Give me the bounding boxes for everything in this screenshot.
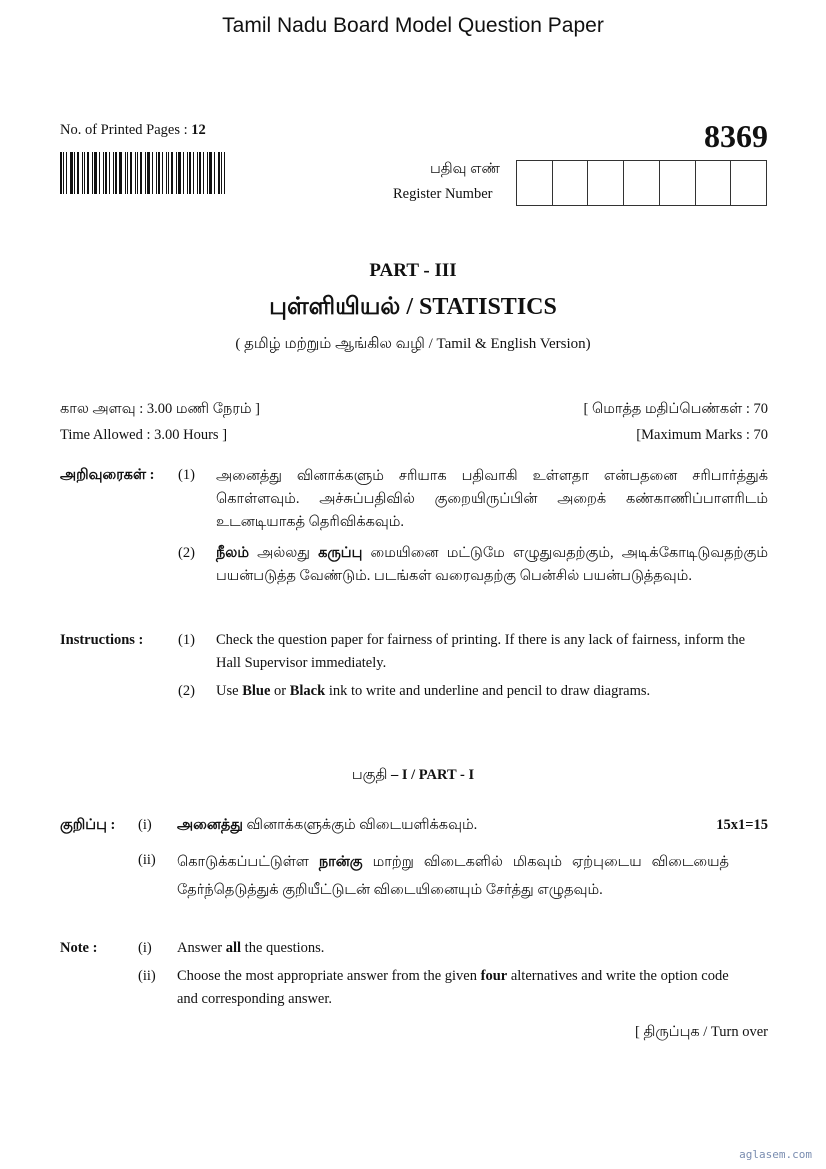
barcode-bar — [145, 152, 146, 194]
barcode-bar — [77, 152, 79, 194]
instruction-en-2 — [216, 683, 650, 700]
barcode-bar — [171, 152, 173, 194]
note-ta-i-number: (i) — [138, 817, 152, 833]
turn-over: [ திருப்புக / Turn over — [635, 1024, 768, 1040]
barcode-bar — [130, 152, 132, 194]
barcode-bar — [197, 152, 198, 194]
instruction-en-number-1: (1) — [178, 632, 195, 648]
barcode-bar — [84, 152, 85, 194]
barcode-bar — [189, 152, 191, 194]
barcode-bar — [92, 152, 93, 194]
register-digit-box[interactable] — [588, 161, 624, 205]
barcode-bar — [207, 152, 208, 194]
barcode-bar — [178, 152, 181, 194]
barcode-bar — [176, 152, 177, 194]
instruction-ta-number-2: (2) — [178, 545, 195, 561]
printed-pages-count: 12 — [191, 122, 206, 138]
barcode-bar — [203, 152, 204, 194]
barcode-bar — [137, 152, 138, 194]
instruction-en-1: Check the question paper for fairness of printing. If there is any lack of fairness, inform the Hall Supervisor immediately. — [216, 632, 746, 671]
part1-heading-en: – I / PART - I — [387, 767, 475, 783]
barcode-bar — [60, 152, 62, 194]
note-en-label: Note : — [60, 940, 98, 956]
barcode-bar — [162, 152, 163, 194]
time-allowed-en: Time Allowed : 3.00 Hours ] — [60, 427, 228, 443]
part-title: PART - III — [369, 260, 457, 281]
blue-en: Blue — [242, 683, 271, 699]
barcode-bar — [183, 152, 184, 194]
note-en-ii-number: (ii) — [138, 968, 156, 984]
four-en: four — [480, 968, 508, 984]
barcode-bar — [94, 152, 97, 194]
register-digit-box[interactable] — [553, 161, 589, 205]
four-ta: நான்கு — [318, 854, 363, 870]
instruction-en-2-rest: ink to write and underline and pencil to draw diagrams. — [325, 683, 651, 699]
paper-code: 8369 — [704, 118, 768, 154]
note-ta-i-rest: வினாக்களுக்கும் விடையளிக்கவும். — [242, 817, 478, 833]
printed-pages-label: No. of Printed Pages : — [60, 122, 192, 138]
part1-heading — [0, 767, 826, 785]
note-en-i-a: Answer — [177, 940, 226, 956]
barcode-bar — [168, 152, 169, 194]
max-marks-ta: [ மொத்த மதிப்பெண்கள் : 70 — [583, 401, 768, 417]
barcode-bar — [115, 152, 117, 194]
barcode-bar — [99, 152, 100, 194]
barcode-bar — [127, 152, 128, 194]
black-ta: கருப்பு — [318, 545, 363, 561]
register-digit-box[interactable] — [696, 161, 732, 205]
register-label-ta: பதிவு எண் — [430, 161, 500, 177]
barcode-bar — [147, 152, 150, 194]
barcode-bar — [166, 152, 167, 194]
barcode-bar — [105, 152, 107, 194]
barcode-bar — [113, 152, 114, 194]
barcode-bar — [70, 152, 73, 194]
instruction-ta-2 — [216, 542, 768, 588]
barcode-bar — [109, 152, 110, 194]
barcode-bar — [156, 152, 157, 194]
note-en-ii-a: Choose the most appropriate answer from the given — [177, 968, 481, 984]
instruction-en-2-a: Use — [216, 683, 243, 699]
note-ta-i — [177, 817, 477, 835]
barcode-bar — [140, 152, 142, 194]
barcode-bar — [193, 152, 194, 194]
black-en: Black — [289, 683, 326, 699]
barcode-bar — [82, 152, 83, 194]
note-en-i — [177, 940, 324, 957]
all-en: all — [225, 940, 242, 956]
text-or-en: or — [270, 683, 290, 699]
barcode-bar — [218, 152, 220, 194]
register-digit-box[interactable] — [731, 161, 766, 205]
barcode-bar — [66, 152, 67, 194]
barcode-bar — [152, 152, 153, 194]
barcode-bar — [74, 152, 75, 194]
note-ta-ii — [177, 848, 729, 904]
note-en-i-number: (i) — [138, 940, 152, 956]
register-label-en: Register Number — [393, 186, 493, 202]
register-digit-box[interactable] — [624, 161, 660, 205]
note-ta-ii-number: (ii) — [138, 852, 156, 868]
barcode-bar — [209, 152, 212, 194]
max-marks-en: [Maximum Marks : 70 — [636, 427, 768, 443]
all-ta: அனைத்து — [177, 817, 243, 833]
barcode-bar — [135, 152, 136, 194]
barcode-bar — [221, 152, 222, 194]
barcode-bar — [214, 152, 215, 194]
note-ta-label: குறிப்பு : — [60, 817, 116, 833]
barcode-bar — [119, 152, 122, 194]
time-allowed-ta: கால அளவு : 3.00 மணி நேரம் ] — [60, 401, 260, 417]
version-line: ( தமிழ் மற்றும் ஆங்கில வழி / Tamil & English Version) — [235, 336, 591, 352]
note-en-ii-b: alternatives and write the option code and corresponding answer. — [177, 968, 729, 1007]
barcode — [60, 152, 228, 194]
barcode-bar — [63, 152, 64, 194]
text-or-ta: அல்லது — [249, 545, 319, 561]
note-ta-ii-a: கொடுக்கப்பட்டுள்ள — [177, 854, 319, 870]
barcode-bar — [199, 152, 201, 194]
barcode-bar — [187, 152, 188, 194]
barcode-bar — [158, 152, 160, 194]
instructions-en-label: Instructions : — [60, 632, 144, 648]
header-title: Tamil Nadu Board Model Question Paper — [222, 14, 604, 37]
instruction-ta-2-rest: மையினை மட்டுமே எழுதுவதற்கும், அடிக்கோடிடுவதற்கும் பயன்படுத்த வேண்டும். படங்கள் வரைவதற்கு பென்சில் பயன்படுத்தவும். — [216, 545, 768, 584]
note-en-ii — [177, 965, 733, 1011]
instruction-ta-number-1: (1) — [178, 467, 195, 483]
part1-marks: 15x1=15 — [716, 817, 768, 833]
barcode-bar — [125, 152, 126, 194]
barcode-bar — [103, 152, 104, 194]
part1-heading-ta: பகுதி — [351, 767, 388, 783]
register-digit-box[interactable] — [517, 161, 553, 205]
subject-title: புள்ளியியல் / STATISTICS — [269, 294, 557, 320]
note-en-i-b: the questions. — [241, 940, 325, 956]
barcode-bar — [87, 152, 89, 194]
instruction-ta-1: அனைத்து வினாக்களும் சரியாக பதிவாகி உள்ளதா என்பதனை சரிபார்த்துக் கொள்ளவும். அச்சுப்பதிவில் குறையிருப்பின் அறைக் கண்காணிப்பாளரிடம் உடனடியாகத் தெரிவிக்கவும். — [216, 468, 768, 530]
site-watermark: aglasem.com — [739, 1148, 812, 1161]
instructions-ta-label: அறிவுரைகள் : — [60, 467, 155, 483]
printed-pages — [60, 122, 206, 139]
barcode-bar — [224, 152, 225, 194]
note-ta-ii-b: மாற்று விடைகளில் மிகவும் ஏற்புடைய விடையைத் தேர்ந்தெடுத்துக் குறியீட்டுடன் விடையினையும் சேர்த்து எழுதவும். — [177, 854, 729, 898]
register-number-boxes[interactable] — [516, 160, 767, 206]
instruction-en-number-2: (2) — [178, 683, 195, 699]
register-digit-box[interactable] — [660, 161, 696, 205]
blue-ta: நீலம் — [216, 545, 249, 561]
